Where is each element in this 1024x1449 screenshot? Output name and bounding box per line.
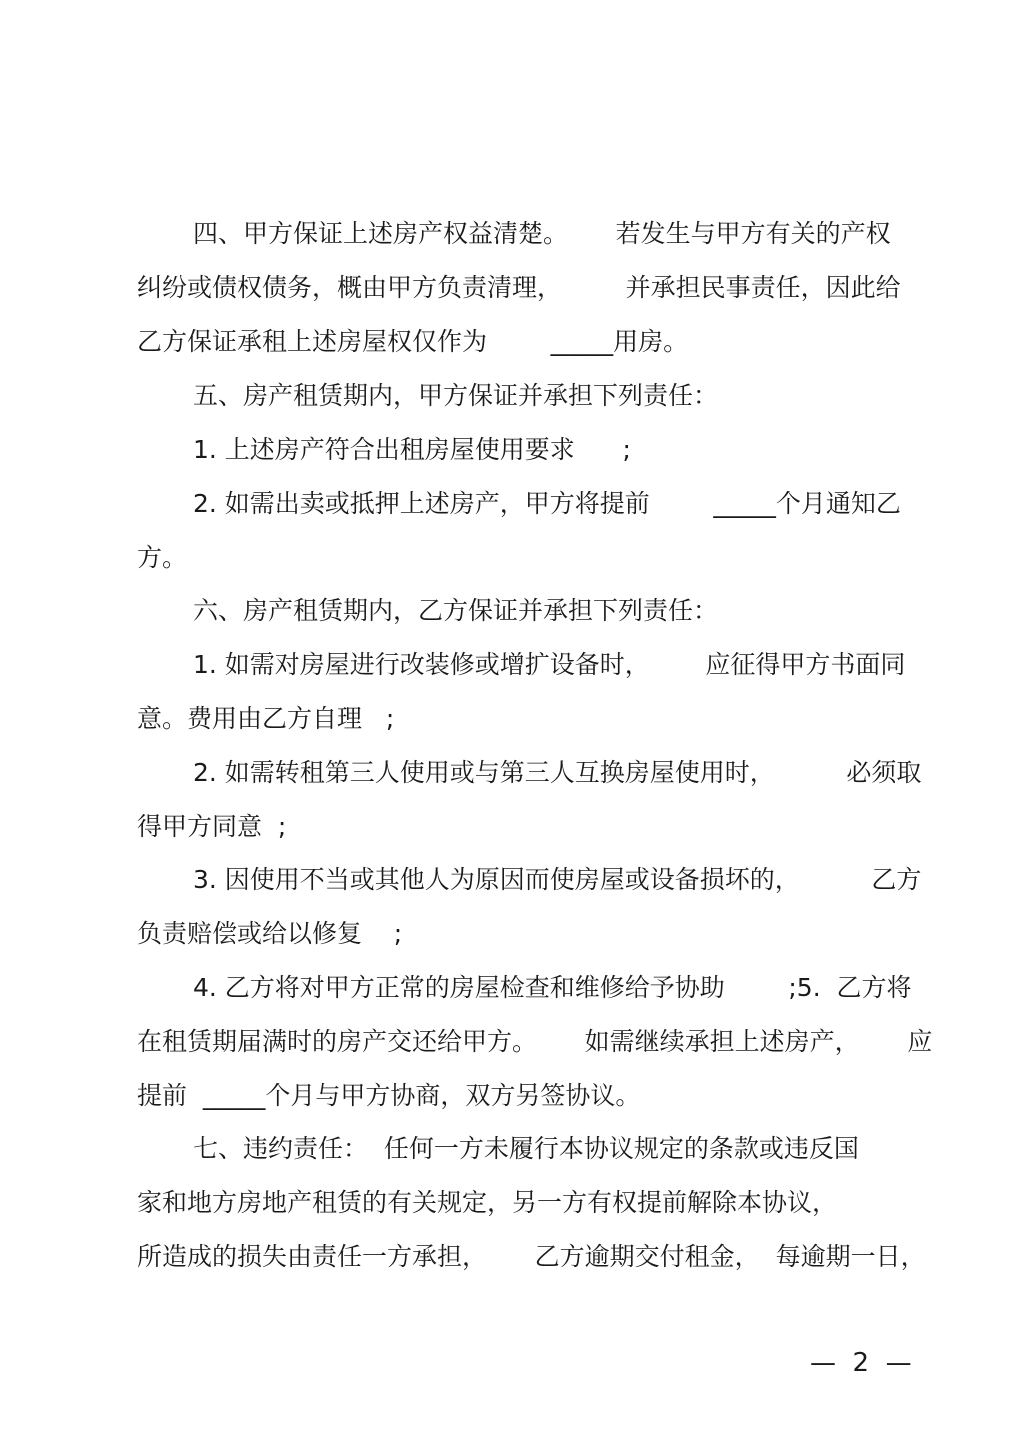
paragraph-line: 四、甲方保证上述房产权益清楚。 若发生与甲方有关的产权 [193, 219, 891, 248]
paragraph-line: 乙方保证承租上述房屋权仅作为 _____用房。 [137, 327, 689, 356]
paragraph-line: 1. 如需对房屋进行改装修或增扩设备时， 应征得甲方书面同 [193, 650, 906, 679]
paragraph-line: 3. 因使用不当或其他人为原因而使房屋或设备损坏的， 乙方 [193, 865, 922, 894]
paragraph-line: 六、房产租赁期内，乙方保证并承担下列责任： [193, 596, 719, 625]
paragraph-line: 七、违约责任： 任何一方未履行本协议规定的条款或违反国 [193, 1134, 859, 1163]
paragraph-line: 纠纷或债权债务，概由甲方负责清理， 并承担民事责任，因此给 [137, 273, 901, 302]
paragraph-line: 2. 如需转租第三人使用或与第三人互换房屋使用时， 必须取 [193, 758, 922, 787]
paragraph-line: 得甲方同意 ; [137, 812, 287, 841]
paragraph-line: 意。费用由乙方自理 ; [137, 704, 395, 733]
paragraph-line: 4. 乙方将对甲方正常的房屋检查和维修给予协助 ;5. 乙方将 [193, 973, 912, 1002]
paragraph-line: 家和地方房地产租赁的有关规定，另一方有权提前解除本协议， [137, 1188, 838, 1217]
paragraph-line: 方。 [137, 543, 188, 572]
paragraph-line: 2. 如需出卖或抵押上述房产，甲方将提前 _____个月通知乙 [193, 489, 901, 518]
paragraph-line: 所造成的损失由责任一方承担， 乙方逾期交付租金， 每逾期一日， [137, 1242, 926, 1271]
paragraph-line: 提前 _____个月与甲方协商，双方另签协议。 [137, 1081, 641, 1110]
paragraph-line: 1. 上述房产符合出租房屋使用要求 ; [193, 435, 631, 464]
paragraph-line: 负责赔偿或给以修复 ; [137, 919, 403, 948]
paragraph-line: 五、房产租赁期内，甲方保证并承担下列责任： [193, 381, 719, 410]
paragraph-line: 在租赁期届满时的房产交还给甲方。 如需继续承担上述房产， 应 [137, 1027, 933, 1056]
page-number: — 2 — [810, 1348, 912, 1378]
